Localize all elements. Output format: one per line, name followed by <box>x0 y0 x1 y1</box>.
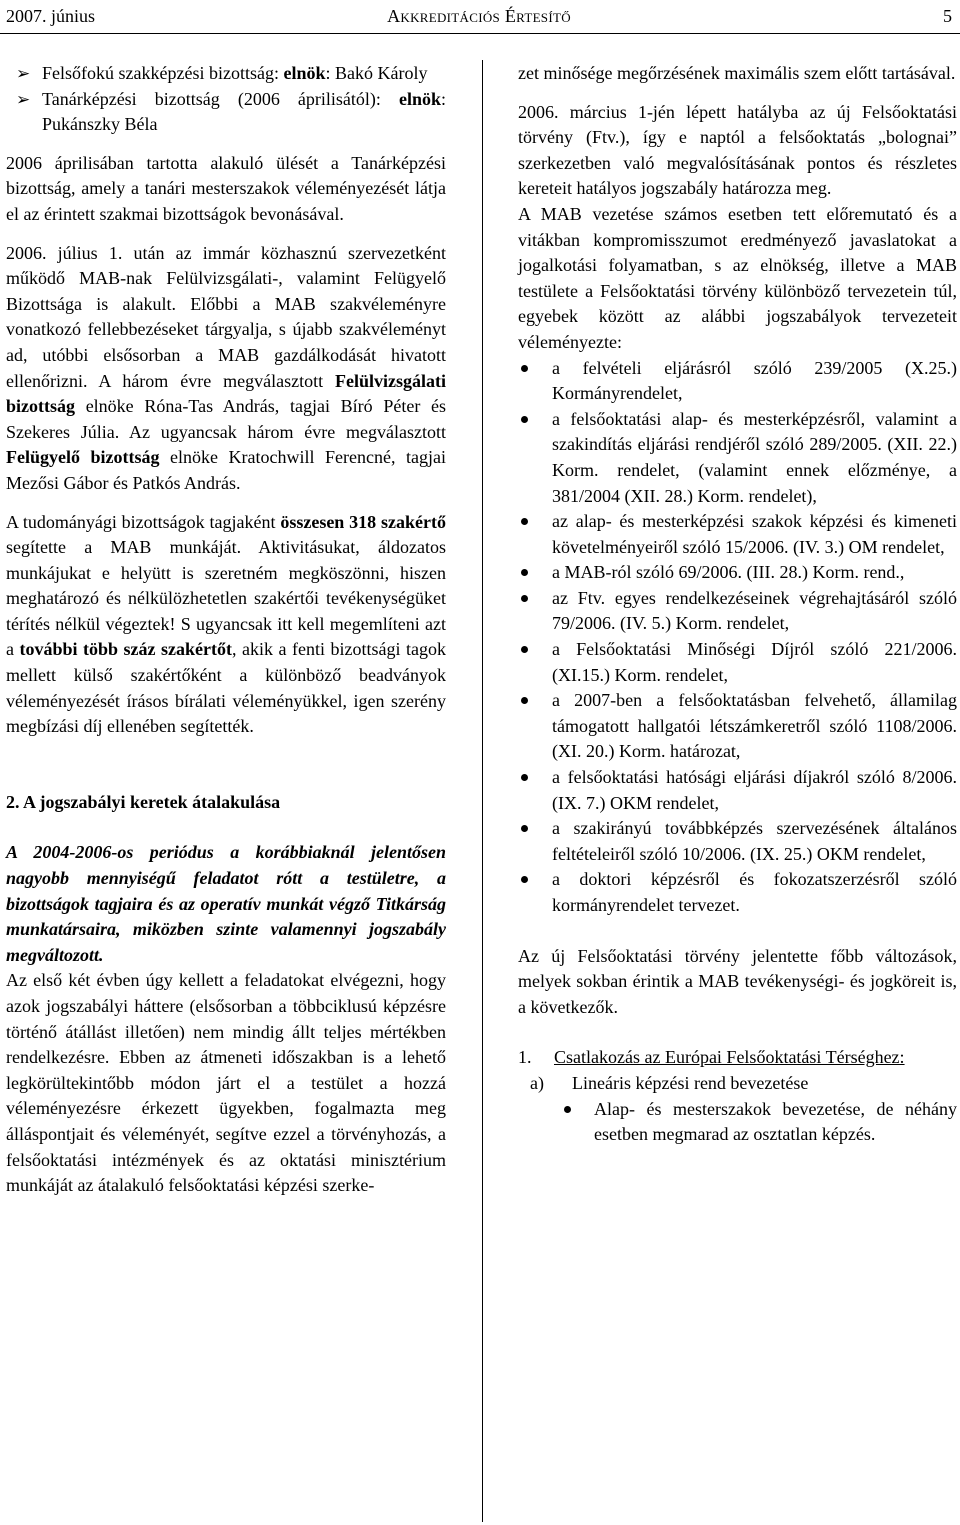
bullet-dot-icon <box>564 1106 571 1113</box>
committee-list <box>6 61 446 138</box>
list-item: a Felsőoktatási Minőségi Díjról szóló 221/2006. (XI.15.) Korm. rendelet, <box>518 637 957 688</box>
committee-item: ➢ Felsőfokú szakképzési bizottság: elnök: Bakó Károly <box>6 61 446 87</box>
header-page-number: 5 <box>943 6 952 26</box>
paragraph: zet minősége megőrzésének maximális szem előtt tartásával. <box>518 63 956 83</box>
bullet-dot-icon <box>521 416 528 423</box>
list-item: az alap- és mesterképzési szakok képzési és kimeneti követelményeiről szóló 15/2006. (IV. 3.) OM rendelet, <box>518 509 957 560</box>
page-header <box>6 4 952 30</box>
numbered-item: 1. Csatlakozás az Európai Felsőoktatási Térséghez: <box>518 1047 905 1068</box>
paragraph: 2006. július 1. után az immár közhasznú szervezetként működő MAB-nak Felülvizsgálati-, valamint Felügyelő Bizottsága is alakult. Előbbi a MAB szakvéleményre vonatkozó fellebbezéseket tárgyalja, s újabb szakvéleményt ad, utóbbi elsősorban a MAB gazdálkodását hivatott ellenőrizni. A három évre megválasztott Felülvizsgálati bizottság elnöke Róna-Tas András, tagjai Bíró Péter és Szekeres Júlia. Az ugyancsak három évre megválasztott Felügyelő bizottság elnöke Kratochwill Ferencné, tagjai Mezősi Gábor és Patkós András. <box>6 242 447 493</box>
bullet-dot-icon <box>521 569 528 576</box>
paragraph: A MAB vezetése számos esetben tett előremutató és a vitákban kompromisszumot eredményező javaslatokat a jogalkotási folyamatban, s az elnökség, illetve a MAB testülete a Felsőoktatási törvény különböző tervezetein túl, egyebek között az alábbi jogszabályok tervezeteit véleményezte: <box>518 203 957 352</box>
bullet-dot-icon <box>521 825 528 832</box>
list-item: a szakirányú továbbképzés szervezésének általános feltételeiről szóló 10/2006. (IX. 25.) OKM rendelet, <box>518 816 957 867</box>
header-rule <box>0 33 960 34</box>
paragraph: Az új Felsőoktatási törvény jelentette főbb változások, melyek sokban érintik a MAB tevékenységi- és jogköreit is, a következők. <box>518 945 957 1017</box>
paragraph: Az első két évben úgy kellett a feladatokat elvégezni, hogy azok jogszabályi háttere (elsősorban a többciklusú képzésre történő átállást illetően) nem mindig állt teljes mértékben rendelkezésre. Ebben az átmeneti időszakban is a lehető legkörültekintőbb módon járt el a testület a hozzá véleményezésre érkezett ügyekben, fogalmazta meg álláspontjait és véleményét, segítve ezzel a törvényhozás, a felsőoktatási intézmények és az oktatási minisztérium munkáját az átalakuló felsőoktatási képzési szerke- <box>6 970 446 1196</box>
left-column <box>6 61 446 1199</box>
bullet-dot-icon <box>521 646 528 653</box>
header-date: 2007. június <box>6 6 96 26</box>
section-heading: 2. A jogszabályi keretek átalakulása <box>6 791 281 812</box>
paragraph: 2006. március 1-jén lépett hatályba az új Felsőoktatási törvény (Ftv.), így e naptól a felsőoktatás „bolognai” szerkezetben való megvalósításának pontos és részletes kereteit hatályos jogszabály határozza meg. <box>518 101 957 199</box>
section-intro: A 2004-2006-os periódus a korábbiaknál jelentősen nagyobb mennyiségű feladatot rótt a testületre, a bizottságok tagjaira és az operatív munkát végző Titkárság munkatársaira, miközben szinte valamennyi jogszabály megváltozott. <box>6 842 446 965</box>
bullet-dot-icon <box>521 774 528 781</box>
regulation-list <box>518 356 957 919</box>
bullet-dot-icon <box>521 595 528 602</box>
lettered-item: a) Lineáris képzési rend bevezetése <box>530 1072 809 1093</box>
arrow-bullet-icon: ➢ <box>16 89 31 109</box>
paragraph: 2006 áprilisában tartotta alakuló ülését a Tanárképzési bizottság, amely a tanári mesterszakok véleményezését látja el az érintett szakmai bizottságok bevonásával. <box>6 152 446 224</box>
bullet-dot-icon <box>521 697 528 704</box>
committee-item: ➢ Tanárképzési bizottság (2006 áprilisától): elnök: Pukánszky Béla <box>16 88 446 135</box>
list-item: az Ftv. egyes rendelkezéseinek végrehajtásáról szóló 79/2006. (IV. 5.) Korm. rendelet, <box>518 586 957 637</box>
list-item: a doktori képzésről és fokozatszerzésről szóló kormányrendelet tervezet. <box>518 867 957 918</box>
list-item: a felsőoktatási hatósági eljárási díjakról szóló 8/2006. (IX. 7.) OKM rendelet, <box>518 765 957 816</box>
list-item: a MAB-ról szóló 69/2006. (III. 28.) Korm. rend., <box>518 560 957 586</box>
bullet-dot-icon <box>521 876 528 883</box>
bullet-dot-icon <box>521 518 528 525</box>
header-title: Akkreditációs Értesítő <box>387 6 571 26</box>
sub-bullet-list <box>518 1097 957 1148</box>
bullet-dot-icon <box>521 365 528 372</box>
list-item: Alap- és mesterszakok bevezetése, de néhány esetben megmarad az osztatlan képzés. <box>560 1097 957 1148</box>
arrow-bullet-icon: ➢ <box>16 64 31 83</box>
numbered-item-title: Csatlakozás az Európai Felsőoktatási Térséghez: <box>554 1047 905 1068</box>
column-divider <box>482 60 483 1522</box>
list-item: a 2007-ben a felsőoktatásban felvehető, államilag támogatott hallgatói létszámkeretről szóló 1108/2006. (XI. 20.) Korm. határozat, <box>518 688 957 765</box>
paragraph: A tudományági bizottságok tagjaként összesen 318 szakértő segítette a MAB munkáját. Aktivitásukat, áldozatos munkájukat e helyütt is szeretném megköszönni, hiszen meghatározó és nélkülözhetetlen szakértői tevékenységüket térítés nélkül végeztek! S ugyancsak itt kell megemlíteni azt a további több száz szakértőt, akik a fenti bizottsági tagok mellett külső szakértőként a különböző beadványok véleményezését írásos bírálati véleményükkel, igen szerény megbízási díj ellenében segítették. <box>6 511 446 737</box>
list-item: a felsőoktatási alap- és mesterképzésről, valamint a szakindítás eljárási rendjéről szóló 289/2005. (XII. 22.) Korm. rendelet, (valamint ennek előzménye, a 381/2004 (XII. 28.) Korm. rendelet), <box>518 407 957 509</box>
right-column <box>518 61 957 1148</box>
list-item: a felvételi eljárásról szóló 239/2005 (X.25.) Kormányrendelet, <box>518 356 957 407</box>
